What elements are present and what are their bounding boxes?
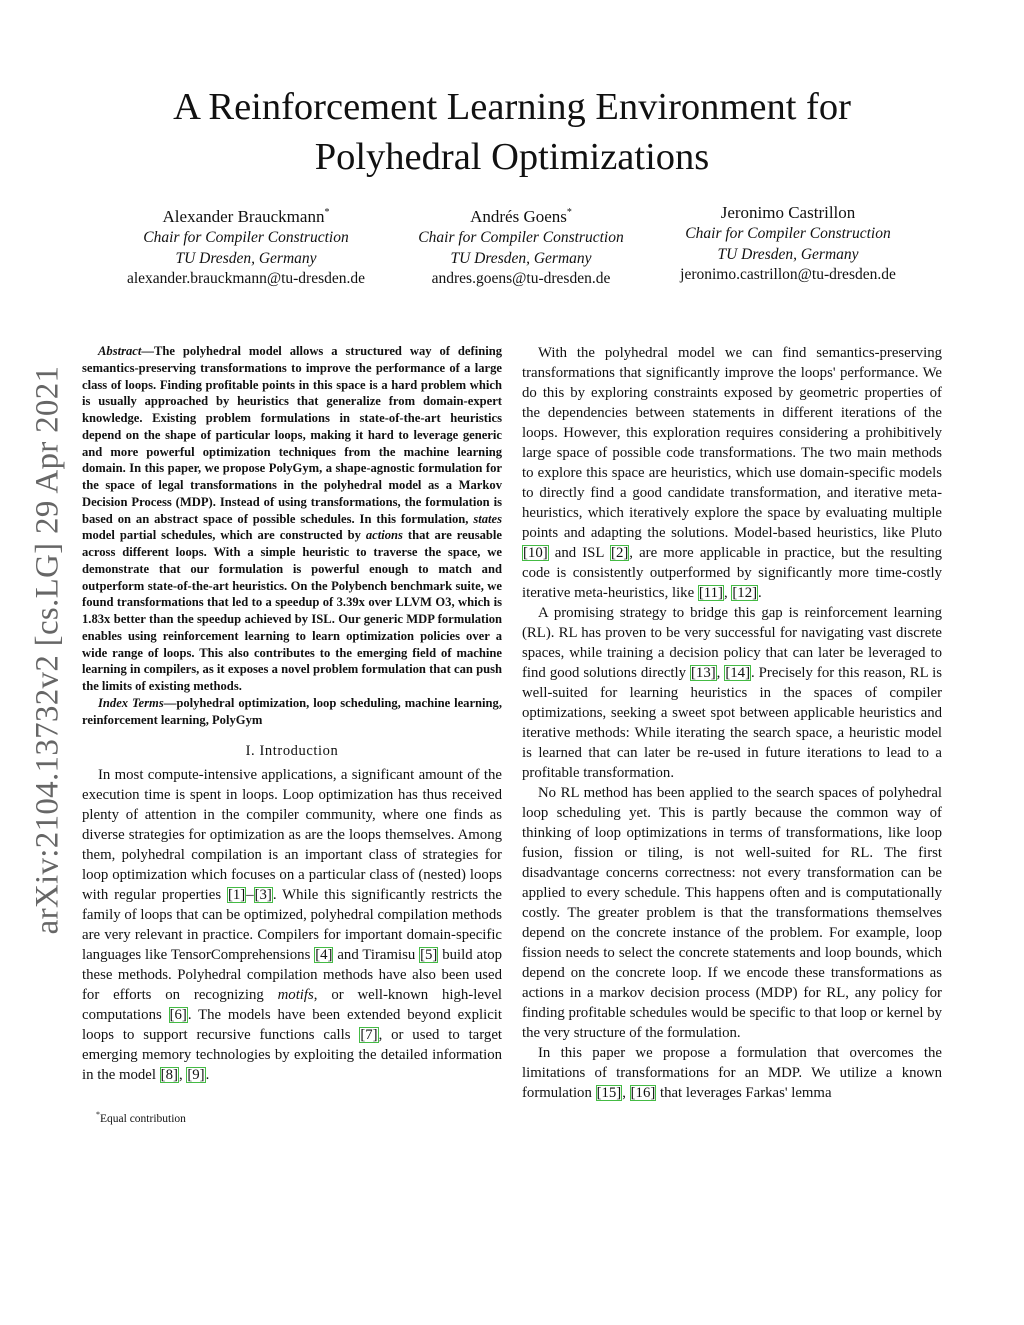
author-email: jeronimo.castrillon@tu-dresden.de [680, 266, 896, 283]
footnote: *Equal contribution [96, 1110, 186, 1126]
author-name: Andrés Goens* [470, 207, 572, 226]
citation-link[interactable]: [2] [611, 545, 629, 561]
citation-link[interactable]: [12] [732, 585, 758, 601]
arxiv-identifier-text: arXiv:2104.13732v2 [cs.LG] 29 Apr 2021 [29, 365, 66, 935]
abstract: Abstract—The polyhedral model allows a structured way of defining semantics-preserving transformations to improve the performance of a large class of loops. Finding profitable points in this space is a hard problem which is usually approached by heuristics that generalize from domain-expert knowledge. Existing problem formulations in state-of-the-art heuristics depend on the shape of particular loops, making it hard to leverage generic and more powerful optimization techniques from the machine learning domain. In this paper, we propose PolyGym, a shape-agnostic formulation for the space of legal transformations in the polyhedral model as a Markov Decision Process (MDP). Instead of using transformations, the formulation is based on an abstract space of possible schedules. In this formulation, states model partial schedules, which are constructed by actions that are reusable across different loops. With a simple heuristic to traverse the space, we demonstrate that our formulation is powerful enough to match and outperform state-of-the-art heuristics. On the Polybench benchmark suite, we found transformations that led to a speedup of 3.39x over LLVM O3, which is 1.83x better than the speedup achieved by ISL. Our generic MDP formulation enables using reinforcement learning to learn optimization policies over a wide range of loops. This also contributes to the emerging field of machine learning in compilers, as it exposes a novel problem formulation that can push the limits of existing methods. [82, 344, 502, 693]
citation-link[interactable]: [5] [420, 947, 438, 964]
citation-link[interactable]: [13] [691, 665, 716, 681]
author-affiliation: Chair for Compiler Construction [418, 229, 624, 246]
author-name: Jeronimo Castrillon [720, 203, 856, 222]
author-block-3 [638, 202, 938, 286]
left-column [82, 343, 502, 1127]
citation-link[interactable]: [8] [160, 1067, 178, 1084]
equal-contribution-mark: * [324, 207, 330, 218]
citation-link[interactable]: [10] [523, 545, 548, 561]
author-institution: TU Dresden, Germany [450, 249, 592, 267]
right-column [522, 343, 942, 1103]
author-institution: TU Dresden, Germany [175, 249, 317, 267]
citation-link[interactable]: [6] [169, 1007, 187, 1024]
title-line-2: Polyhedral Optimizations [314, 136, 710, 178]
citation-link[interactable]: [7] [360, 1027, 378, 1044]
intro-paragraph-1: In most compute-intensive applications, a significant amount of the execution time is spent in loops. Loop optimization has thus received plenty of attention in the compiler community, where one finds as diverse strategies for optimization as are the loops themselves. Among them, polyhedral compilation is an important class of strategies for loop optimization which focuses on a particular class of (nested) loops with regular properties [1]–[3]. While this significantly restricts the family of loops that can be optimized, polyhedral compilation methods are very relevant in practice. Compilers for important domain-specific languages like TensorComprehensions [4] and Tiramisu [5] build atop these methods. Polyhedral compilation methods have also been used for efforts on recognizing motifs, or well-known high-level computations [6]. The models have been extended beyond explicit loops to support recursive functions calls [7], or used to target emerging memory technologies by exploiting the detailed information in the model [8], [9]. [82, 767, 503, 1084]
body-paragraph: In this paper we propose a formulation that overcomes the limitations of transformations for an MDP. We utilize a known formulation [15], [16] that leverages Farkas' lemma [522, 1045, 942, 1101]
citation-link[interactable]: [14] [725, 665, 750, 681]
section-heading-introduction: I. Introduction [245, 743, 339, 760]
author-email: alexander.brauckmann@tu-dresden.de [126, 270, 366, 287]
body-paragraph: With the polyhedral model we can find semantics-preserving transformations that significantly improve the loops' performance. We do this by exploring constraints exposed by geometric properties of the dependencies between statements in different iterations of the loops. However, this exploration requires considering a prohibitively large space of possible code transformations. The two main methods to explore this space are heuristics, which use domain-specific models to directly find a good candidate transformation, and iterative meta-heuristics, which iteratively explore the space by evaluating multiple points and adapting the solutions. Model-based heuristics, like Pluto [10] and ISL [2], are more applicable in practice, but the resulting code is consistently outperformed by significantly more time-costly iterative meta-heuristics, like [11], [12]. [522, 345, 943, 601]
author-name: Alexander Brauckmann* [162, 207, 330, 226]
citation-link[interactable]: [16] [630, 1085, 656, 1101]
body-paragraph: No RL method has been applied to the search spaces of polyhedral loop scheduling yet. This is partly because the common way of thinking of loop optimizations in terms of transformations, like loop fusion, fission or tiling, is not well-suited for RL. The first disadvantage concerns correctness: not every transformation can be applied to every schedule. This happens often and is computationally costly. The greater problem is that the transformations themselves depend on the concrete instance of the problem. For example, loop fission needs to select the concrete statements and loop bounds, which depend on the concrete loop. If we encode these transformations as actions in a markov decision process (MDP) for RL, any policy for finding profitable schedules would be specific to that loop or kernel by the very structure of the formulation. [522, 785, 942, 1041]
author-email: andres.goens@tu-dresden.de [431, 270, 611, 287]
title-line-1: A Reinforcement Learning Environment for [173, 86, 851, 128]
author-affiliation: Chair for Compiler Construction [143, 229, 349, 246]
citation-link[interactable]: [9] [187, 1067, 205, 1084]
equal-contribution-mark: * [566, 207, 572, 218]
citation-link[interactable]: [4] [315, 947, 333, 964]
citation-link[interactable]: [11] [698, 585, 723, 601]
body-paragraph: A promising strategy to bridge this gap is reinforcement learning (RL). RL has proven to be very successful for navigating vast discrete spaces, while training a decision policy that can later be leveraged to find good solutions directly [13], [14]. Precisely for this reason, RL is well-suited for learning heuristics in the spaces of compiler optimizations, seeking a sweet spot between applicable heuristics and iterative methods: While iterating the search space, a heuristic model is learned that can later be re-used in future iterations to lead to a profitable transformation. [522, 605, 942, 781]
arxiv-identifier-stamp [30, 350, 66, 950]
author-block-2 [371, 202, 671, 290]
citation-link[interactable]: [15] [596, 1085, 622, 1101]
citation-link[interactable]: [3] [254, 887, 272, 904]
author-block-1 [96, 202, 396, 290]
index-terms: Index Terms—polyhedral optimization, loop scheduling, machine learning, reinforcement learning, PolyGym [82, 695, 503, 727]
author-affiliation: Chair for Compiler Construction [685, 225, 891, 242]
paper-title [80, 82, 944, 182]
citation-link[interactable]: [1] [227, 887, 246, 904]
author-institution: TU Dresden, Germany [717, 245, 859, 263]
